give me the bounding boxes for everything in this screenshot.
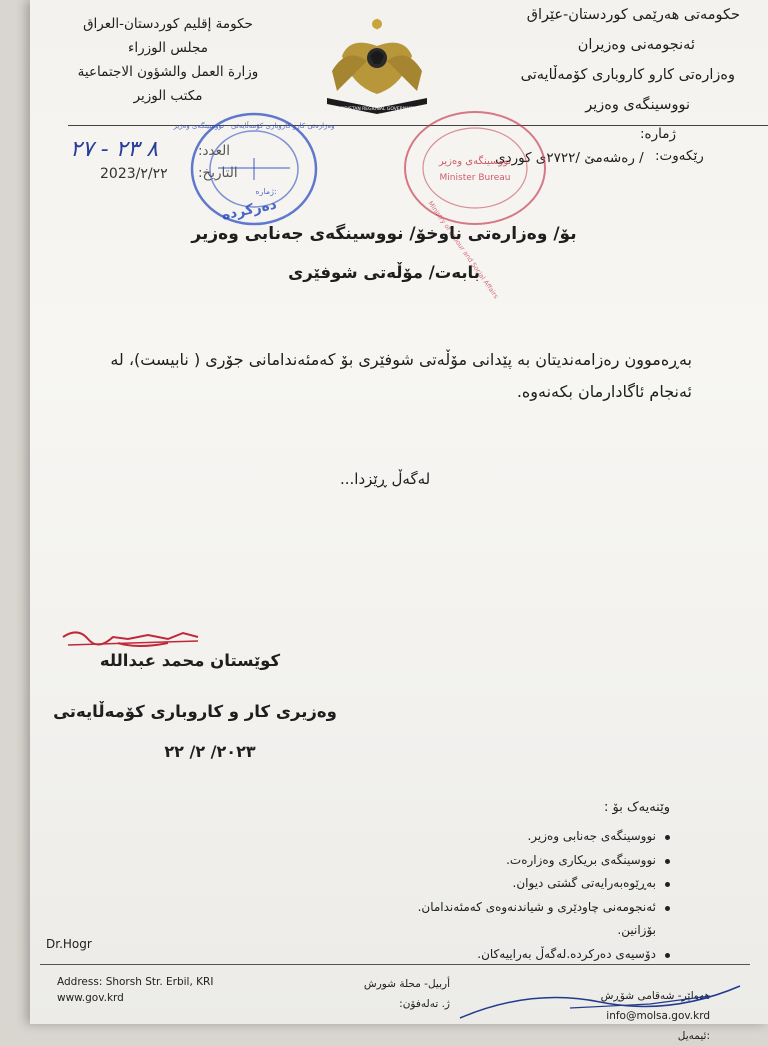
handwritten-number: ٨ ٢٣ - ٢٧ bbox=[70, 137, 159, 162]
list-item: نووسینگەی جەنابی وەزیر. bbox=[380, 825, 672, 849]
blue-office-stamp bbox=[173, 110, 335, 228]
date-value: / رەشەمێ /٢٧٢٢ی کوردی bbox=[495, 150, 644, 166]
logo-caption: KURDISTAN REGIONAL GOVERNMENT bbox=[334, 107, 420, 112]
header-kurdish-line: نووسینگەی وەزیر bbox=[585, 97, 690, 113]
list-item: دۆسیەی دەرکردە.لەگەڵ بەراییەکان. bbox=[380, 943, 672, 967]
header-kurdish-line: وەزارەتی کارو کاروباری کۆمەڵایەتی bbox=[520, 67, 735, 83]
footer-address-ar bbox=[330, 974, 450, 1014]
handwritten-date: 2023/٢/٢٢ bbox=[100, 166, 168, 182]
list-item: بەڕێوەبەرایەتی گشتی دیوان. bbox=[380, 872, 672, 896]
closing-regards: لەگەڵ ڕێزدا... bbox=[340, 470, 431, 488]
arabic-address-text: أربيل- محلة شورش bbox=[363, 978, 450, 990]
header-arabic-line: مجلس الوزراء bbox=[128, 40, 208, 56]
header-arabic-line: حكومة إقليم كوردستان-العراق bbox=[83, 16, 253, 32]
number-label: ژمارە: bbox=[640, 126, 677, 142]
address-text: Address: Shorsh Str. Erbil, KRI bbox=[57, 976, 214, 988]
footer-divider bbox=[40, 964, 750, 965]
signatory-title: وەزیری کار و کاروباری کۆمەڵایەتی bbox=[53, 702, 337, 721]
kurdish-address-text: هەولێر- شەقامی شۆڕش bbox=[600, 990, 710, 1002]
blue-stamp-text: وەزارەتی کارو کاروباری کۆمەڵایەتی - نووسینگەی وەزیر bbox=[173, 122, 335, 130]
letter-body: بەڕەموون رەزامەندیتان بە پێدانی مۆڵەتی شوفێری بۆ کەمئەندامانی جۆری ( نابیست)، لە ئەنجام ئاگادارمان بکەنەوە. bbox=[110, 350, 692, 401]
header-kurdish bbox=[450, 0, 750, 120]
subject-line: بابەت/ مۆڵەتی شوفێری bbox=[288, 263, 480, 282]
left-number-label: العدد: bbox=[198, 143, 231, 159]
red-stamp-english: Minister Bureau bbox=[439, 173, 511, 183]
website-text: www.gov.krd bbox=[57, 992, 124, 1004]
signature-date: ٢٠٢٣/ ٢/ ٢٢ bbox=[164, 742, 256, 761]
header-arabic-line: مكتب الوزير bbox=[133, 88, 203, 104]
typist-initials: Dr.Hogr bbox=[46, 937, 92, 951]
phone-label: ژ. تەلەفۆن: bbox=[399, 998, 450, 1010]
list-item: نووسینگەی بریکاری وەزارەت. bbox=[380, 849, 672, 873]
left-date-label: التاريخ: bbox=[198, 165, 238, 181]
header-arabic bbox=[48, 12, 288, 108]
blue-stamp-word: دەرکردە bbox=[220, 196, 279, 224]
cc-list bbox=[380, 825, 672, 966]
red-minister-stamp bbox=[400, 108, 550, 301]
cc-label: وێنەیەک بۆ : bbox=[604, 800, 670, 815]
krg-emblem-logo bbox=[322, 16, 432, 116]
date-label: رێکەوت: bbox=[655, 148, 704, 164]
blue-stamp-label: ژمارە: bbox=[255, 187, 277, 196]
footer-signature-scrawl bbox=[450, 978, 750, 1024]
signatory-name: کوێستان محمد عبدالله bbox=[99, 651, 281, 670]
red-stamp-ring: Ministry of Labour and Social Affairs bbox=[426, 199, 501, 301]
header-arabic-line: وزارة العمل والشؤون الاجتماعية bbox=[77, 64, 259, 80]
red-stamp-kurdish: نووسینگەی وەزیر bbox=[438, 156, 512, 167]
header-kurdish-line: حکومەتی هەرێمی کوردستان-عێراق bbox=[526, 7, 740, 23]
email-text: info@molsa.gov.krd :ئیمەیل bbox=[606, 1010, 710, 1042]
footer-address-en bbox=[57, 974, 213, 1006]
list-item: ئەنجومەنی چاودێری و شیاندنەوەی کەمئەندامان. بۆزانین. bbox=[380, 896, 672, 943]
recipient-line: بۆ/ وەزارەتی ناوخۆ/ نووسینگەی جەنابی وەزیر bbox=[191, 224, 577, 244]
header-kurdish-line: ئەنجومەنی وەزیران bbox=[577, 37, 695, 53]
